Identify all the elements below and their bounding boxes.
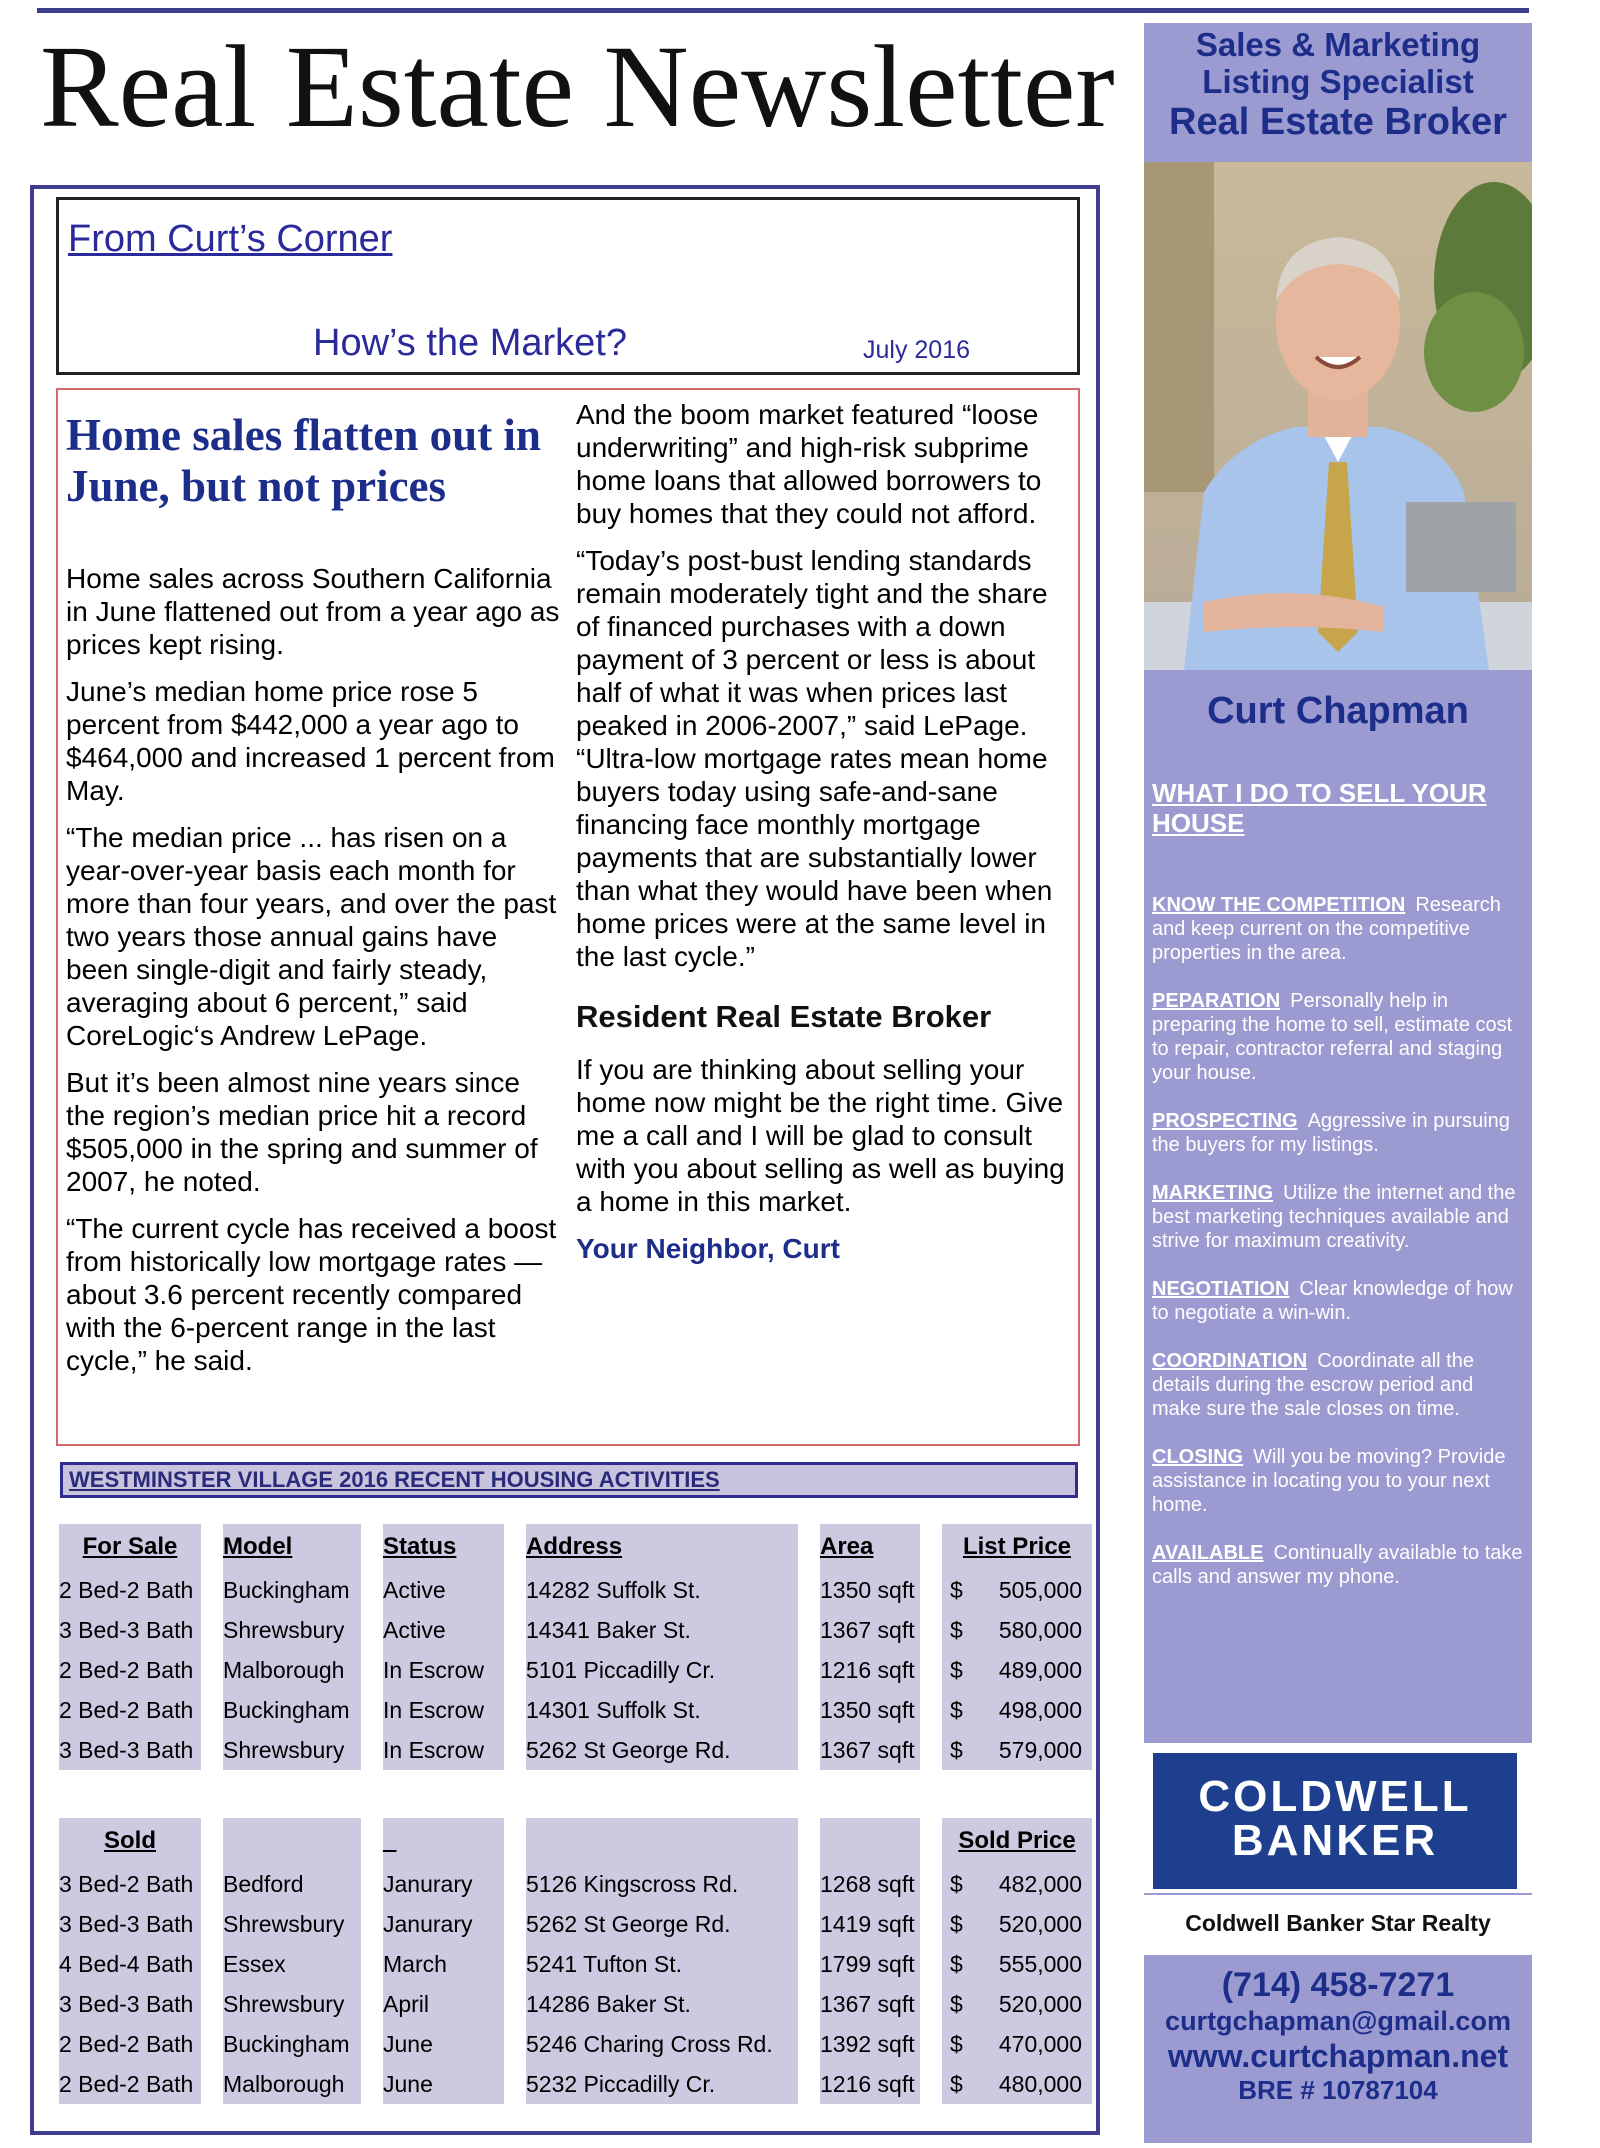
- column-header: Sold: [59, 1818, 201, 1864]
- service-item: [1152, 1181, 1524, 1253]
- column-header: [223, 1818, 361, 1864]
- table-cell: Essex: [223, 1944, 361, 1984]
- sidebar-title-line1: Sales & Marketing: [1195, 26, 1481, 63]
- table-row: [59, 1864, 1092, 1904]
- table-cell: 5126 Kingscross Rd.: [526, 1864, 798, 1904]
- table-cell: Janurary: [383, 1904, 504, 1944]
- table-cell: 5262 St George Rd.: [526, 1904, 798, 1944]
- table-cell: June: [383, 2024, 504, 2064]
- service-text: Continually available to take calls and answer my phone.: [1152, 1542, 1523, 1588]
- service-item: [1152, 1541, 1524, 1589]
- table-row: [59, 1690, 1092, 1730]
- table-cell: 1367 sqft: [820, 1610, 920, 1650]
- currency-symbol: $: [950, 1696, 963, 1723]
- table-cell: 5232 Piccadilly Cr.: [526, 2064, 798, 2104]
- price-cell: [942, 1570, 1092, 1610]
- service-item: [1152, 893, 1524, 965]
- table-cell: In Escrow: [383, 1730, 504, 1770]
- service-item: [1152, 1349, 1524, 1421]
- table-row: [59, 1570, 1092, 1610]
- currency-symbol: $: [950, 1950, 963, 1977]
- column-header: Sold Price: [942, 1818, 1092, 1864]
- service-text: Will you be moving? Provide assistance in locating you to your next home.: [1152, 1446, 1506, 1516]
- table-cell: In Escrow: [383, 1650, 504, 1690]
- price-cell: [942, 1730, 1092, 1770]
- table-cell: 1367 sqft: [820, 1984, 920, 2024]
- currency-symbol: $: [950, 2070, 963, 2097]
- table-cell: 1216 sqft: [820, 1650, 920, 1690]
- table-cell: April: [383, 1984, 504, 2024]
- table-cell: 1799 sqft: [820, 1944, 920, 1984]
- table-cell: Bedford: [223, 1864, 361, 1904]
- service-key: COORDINATION: [1152, 1350, 1308, 1372]
- table-row: [59, 1984, 1092, 2024]
- table-cell: 2 Bed-2 Bath: [59, 1570, 201, 1610]
- currency-symbol: $: [950, 1870, 963, 1897]
- price-amount: 520,000: [998, 1910, 1082, 1937]
- article-paragraph: Home sales across Southern California in June flattened out from a year ago as prices kept rising.: [66, 563, 560, 660]
- table-cell: Buckingham: [223, 1570, 361, 1610]
- table-cell: 1392 sqft: [820, 2024, 920, 2064]
- table-cell: 3 Bed-3 Bath: [59, 1904, 201, 1944]
- broker-paragraph: If you are thinking about selling your home now might be the right time. Give me a call and I will be glad to consult with you about selling as well as buying a home in this market.: [576, 1054, 1065, 1217]
- price-cell: [942, 2024, 1092, 2064]
- sidebar-title-line3: Real Estate Broker: [1169, 101, 1507, 143]
- currency-symbol: $: [950, 2030, 963, 2057]
- table-cell: 5262 St George Rd.: [526, 1730, 798, 1770]
- sidebar-title: [1144, 26, 1532, 144]
- table-cell: 3 Bed-2 Bath: [59, 1864, 201, 1904]
- price-cell: [942, 1864, 1092, 1904]
- service-key: NEGOTIATION: [1152, 1278, 1290, 1300]
- service-text: Coordinate all the details during the escrow period and make sure the sale closes on time.: [1152, 1350, 1474, 1420]
- table-cell: Buckingham: [223, 1690, 361, 1730]
- article-paragraph: “The current cycle has received a boost from historically low mortgage rates — about 3.6 percent recently compared with the 6-percent range in the last cycle,” he said.: [66, 1213, 557, 1376]
- table-cell: 3 Bed-3 Bath: [59, 1984, 201, 2024]
- table-cell: 2 Bed-2 Bath: [59, 1650, 201, 1690]
- article-paragraph: “Today’s post-bust lending standards remain moderately tight and the share of financed purchases with a down payment of 3 percent or less is about half of what it was when prices last peaked in 2006-2007,” said LePage. “Ultra-low mortgage rates mean home buyers today using safe-and-sane financing face monthly mortgage payments that are substantially lower than what they would have been when home prices were at the same level in the last cycle.”: [576, 545, 1053, 972]
- activities-title: WESTMINSTER VILLAGE 2016 RECENT HOUSING ACTIVITIES: [60, 1462, 1078, 1498]
- table-cell: Janurary: [383, 1864, 504, 1904]
- service-key: AVAILABLE: [1152, 1542, 1264, 1564]
- service-key: CLOSING: [1152, 1446, 1244, 1468]
- sidebar-title-line2: Listing Specialist: [1202, 63, 1474, 100]
- column-header: [526, 1818, 798, 1864]
- table-cell: 1350 sqft: [820, 1570, 920, 1610]
- service-item: [1152, 1445, 1524, 1517]
- price-cell: [942, 1610, 1092, 1650]
- top-rule: [37, 8, 1529, 13]
- table-cell: 5246 Charing Cross Rd.: [526, 2024, 798, 2064]
- price-amount: 482,000: [998, 1870, 1082, 1897]
- currency-symbol: $: [950, 1656, 963, 1683]
- service-key: PEPARATION: [1152, 990, 1281, 1012]
- phone-number[interactable]: (714) 458-7271: [1221, 1966, 1455, 2004]
- table-row: [59, 1944, 1092, 1984]
- office-name: Coldwell Banker Star Realty: [1185, 1910, 1491, 1936]
- table-cell: Shrewsbury: [223, 1730, 361, 1770]
- table-row: [59, 1610, 1092, 1650]
- table-row: [59, 1650, 1092, 1690]
- table-row: [59, 2024, 1092, 2064]
- column-header: For Sale: [59, 1524, 201, 1570]
- table-cell: Malborough: [223, 2064, 361, 2104]
- table-cell: 14282 Suffolk St.: [526, 1570, 798, 1610]
- service-item: [1152, 1109, 1524, 1157]
- license-number: BRE # 10787104: [1238, 2075, 1438, 2105]
- article-paragraph: And the boom market featured “loose underwriting” and high-risk subprime home loans that allowed borrowers to buy homes that they could not afford.: [576, 399, 1042, 529]
- corner-title: From Curt’s Corner: [68, 218, 393, 260]
- table-cell: 14341 Baker St.: [526, 1610, 798, 1650]
- table-cell: 1268 sqft: [820, 1864, 920, 1904]
- currency-symbol: $: [950, 1576, 963, 1603]
- table-cell: June: [383, 2064, 504, 2104]
- price-amount: 470,000: [998, 2030, 1082, 2057]
- service-text: Aggressive in pursuing the buyers for my listings.: [1152, 1110, 1510, 1156]
- article-paragraph: June’s median home price rose 5 percent from $442,000 a year ago to $464,000 and increased 1 percent from May.: [66, 676, 555, 806]
- price-amount: 580,000: [998, 1616, 1082, 1643]
- column-header: List Price: [942, 1524, 1092, 1570]
- table-header-row: [59, 1818, 1092, 1864]
- price-amount: 489,000: [998, 1656, 1082, 1683]
- table-cell: Shrewsbury: [223, 1904, 361, 1944]
- column-header: Area: [820, 1524, 920, 1570]
- service-text: Personally help in preparing the home to sell, estimate cost to repair, contractor referral and staging your house.: [1152, 990, 1513, 1084]
- table-cell: Shrewsbury: [223, 1984, 361, 2024]
- table-cell: 1216 sqft: [820, 2064, 920, 2104]
- table-cell: 14301 Suffolk St.: [526, 1690, 798, 1730]
- service-key: PROSPECTING: [1152, 1110, 1298, 1132]
- table-row: [59, 2064, 1092, 2104]
- table-cell: 14286 Baker St.: [526, 1984, 798, 2024]
- price-cell: [942, 2064, 1092, 2104]
- table-cell: Malborough: [223, 1650, 361, 1690]
- table-cell: Buckingham: [223, 2024, 361, 2064]
- currency-symbol: $: [950, 1736, 963, 1763]
- table-header-row: [59, 1524, 1092, 1570]
- column-header: _: [383, 1818, 504, 1864]
- column-header: Address: [526, 1524, 798, 1570]
- article-column-1: [66, 562, 566, 1391]
- price-amount: 520,000: [998, 1990, 1082, 2017]
- market-subtitle: How’s the Market?: [313, 322, 627, 364]
- currency-symbol: $: [950, 1910, 963, 1937]
- signoff: Your Neighbor, Curt: [576, 1233, 840, 1264]
- service-key: KNOW THE COMPETITION: [1152, 894, 1406, 916]
- contact-block: [1144, 1965, 1532, 2105]
- service-text: Utilize the internet and the best marketing techniques available and strive for maximum creativity.: [1152, 1182, 1516, 1252]
- table-cell: 3 Bed-3 Bath: [59, 1730, 201, 1770]
- price-amount: 579,000: [998, 1736, 1082, 1763]
- table-cell: 4 Bed-4 Bath: [59, 1944, 201, 1984]
- service-item: [1152, 1277, 1524, 1325]
- table-cell: 1367 sqft: [820, 1730, 920, 1770]
- logo-text-line2: BANKER: [1231, 1816, 1439, 1865]
- column-header: Status: [383, 1524, 504, 1570]
- table-row: [59, 1730, 1092, 1770]
- agent-portrait-image: [1144, 162, 1532, 670]
- table-cell: Active: [383, 1610, 504, 1650]
- table-cell: Active: [383, 1570, 504, 1610]
- currency-symbol: $: [950, 1990, 963, 2017]
- table-cell: March: [383, 1944, 504, 1984]
- table-cell: Shrewsbury: [223, 1610, 361, 1650]
- article-column-2: [576, 398, 1076, 1279]
- price-amount: 505,000: [998, 1576, 1082, 1603]
- for-sale-table: [59, 1524, 1092, 1770]
- masthead-title: Real Estate Newsletter: [40, 21, 1115, 152]
- website-link[interactable]: www.curtchapman.net: [1167, 2038, 1509, 2074]
- article-paragraph: But it’s been almost nine years since the region’s median price hit a record $505,000 in the spring and summer of 2007, he noted.: [66, 1067, 538, 1197]
- table-cell: 1419 sqft: [820, 1904, 920, 1944]
- email-address[interactable]: curtgchapman@gmail.com: [1165, 2006, 1511, 2036]
- services-heading: WHAT I DO TO SELL YOUR HOUSE: [1152, 778, 1487, 838]
- table-row: [59, 1904, 1092, 1944]
- table-cell: 2 Bed-2 Bath: [59, 1690, 201, 1730]
- table-cell: 2 Bed-2 Bath: [59, 2064, 201, 2104]
- price-amount: 555,000: [998, 1950, 1082, 1977]
- coldwell-banker-logo: [1153, 1753, 1517, 1889]
- price-cell: [942, 1650, 1092, 1690]
- price-cell: [942, 1904, 1092, 1944]
- service-text: Clear knowledge of how to negotiate a win-win.: [1152, 1278, 1513, 1324]
- agent-name: Curt Chapman: [1207, 690, 1469, 732]
- broker-heading: Resident Real Estate Broker: [576, 999, 992, 1034]
- issue-date: July 2016: [863, 336, 971, 364]
- sold-table: [59, 1818, 1092, 2104]
- table-cell: 1350 sqft: [820, 1690, 920, 1730]
- column-header: [820, 1818, 920, 1864]
- table-cell: 3 Bed-3 Bath: [59, 1610, 201, 1650]
- price-cell: [942, 1690, 1092, 1730]
- table-cell: 5101 Piccadilly Cr.: [526, 1650, 798, 1690]
- article-headline: Home sales flatten out in June, but not prices: [66, 410, 541, 511]
- price-cell: [942, 1984, 1092, 2024]
- column-header: Model: [223, 1524, 361, 1570]
- price-cell: [942, 1944, 1092, 1984]
- table-cell: In Escrow: [383, 1690, 504, 1730]
- price-amount: 498,000: [998, 1696, 1082, 1723]
- service-text: Research and keep current on the competitive properties in the area.: [1152, 894, 1501, 964]
- price-amount: 480,000: [998, 2070, 1082, 2097]
- table-cell: 5241 Tufton St.: [526, 1944, 798, 1984]
- currency-symbol: $: [950, 1616, 963, 1643]
- services-list: [1152, 893, 1524, 1613]
- for-sale-body: [59, 1570, 1092, 1770]
- service-key: MARKETING: [1152, 1182, 1274, 1204]
- table-cell: 2 Bed-2 Bath: [59, 2024, 201, 2064]
- logo-text-line1: COLDWELL: [1198, 1772, 1472, 1821]
- service-item: [1152, 989, 1524, 1085]
- sold-body: [59, 1864, 1092, 2104]
- agent-photo: [1144, 162, 1532, 670]
- article-paragraph: “The median price ... has risen on a year-over-year basis each month for more than four years, and over the past two years those annual gains have been single-digit and fairly steady, averaging about 6 percent,” said CoreLogic‘s Andrew LePage.: [66, 822, 557, 1051]
